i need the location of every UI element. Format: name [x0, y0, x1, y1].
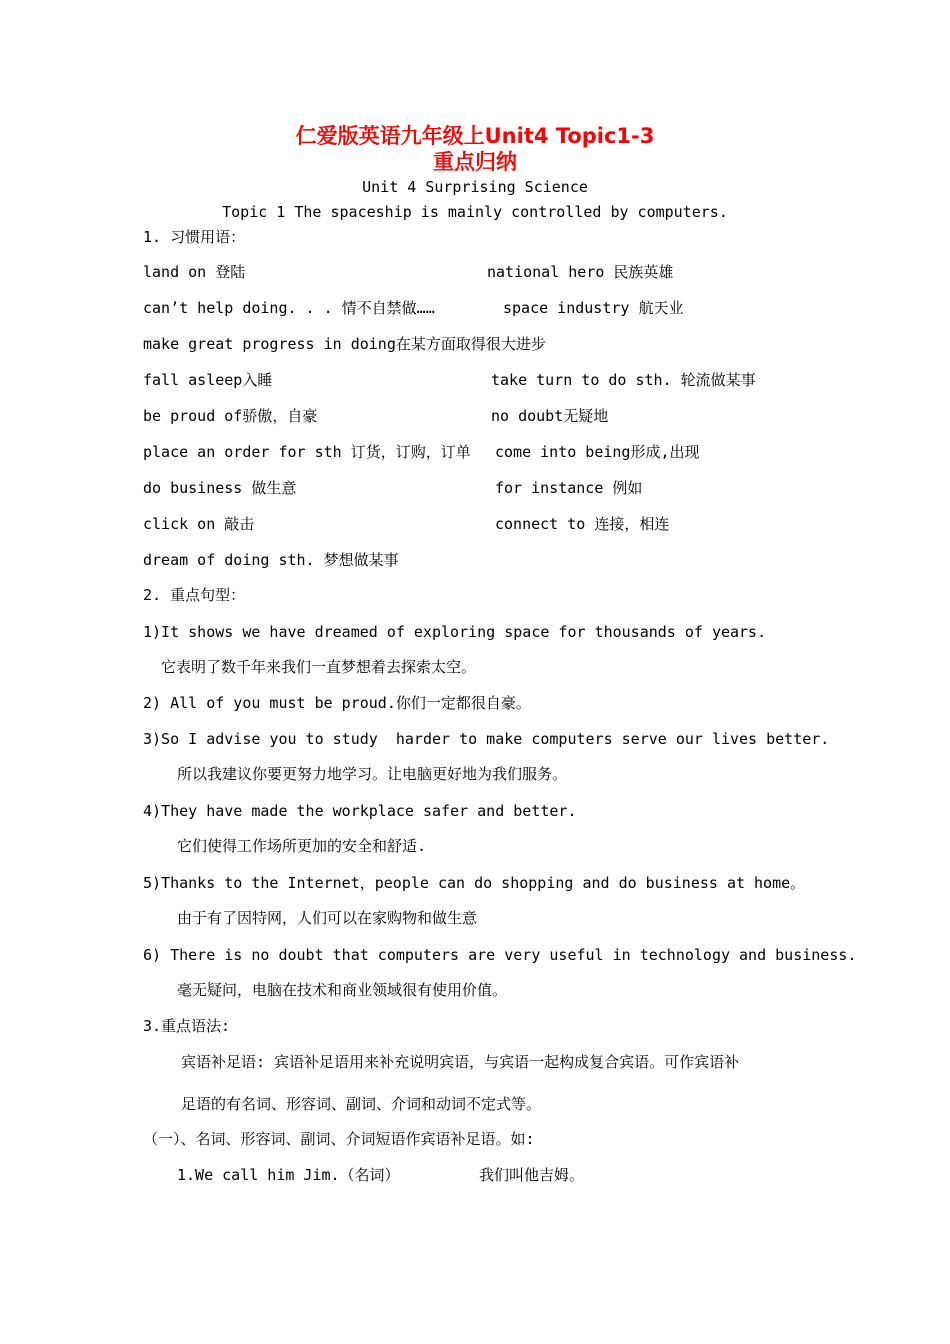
subsection-heading: （一）、名词、形容词、副词、介词短语作宾语补足语。如:: [143, 1130, 535, 1148]
grammar-intro: 宾语补足语: 宾语补足语用来补充说明宾语，与宾语一起构成复合宾语。可作宾语补: [181, 1053, 740, 1071]
phrase-right: national hero 民族英雄: [487, 263, 674, 281]
document-subtitle: 重点归纳: [433, 150, 517, 174]
sentence-english: 4)They have made the workplace safer and better.: [143, 802, 577, 820]
phrase-right: take turn to do sth. 轮流做某事: [491, 371, 756, 389]
phrase-right: space industry 航天业: [503, 299, 684, 317]
unit-heading: Unit 4 Surprising Science: [362, 178, 588, 196]
section-heading-phrases: 1. 习惯用语：: [143, 228, 246, 246]
sentence-english: 3)So I advise you to study harder to make computers serve our lives better.: [143, 730, 830, 748]
section-heading-grammar: 3.重点语法:: [143, 1017, 231, 1035]
sentence-chinese: 它们使得工作场所更加的安全和舒适.: [177, 837, 427, 855]
sentence-chinese: 由于有了因特网，人们可以在家购物和做生意: [177, 909, 478, 927]
phrase-left: click on 敲击: [143, 515, 255, 533]
example-english: 1.We call him Jim.（名词）: [177, 1166, 400, 1184]
phrase-left: fall asleep入睡: [143, 371, 273, 389]
sentence-chinese: 它表明了数千年来我们一直梦想着去探索太空。: [161, 658, 477, 676]
phrase-left: do business 做生意: [143, 479, 297, 497]
example-chinese: 我们叫他吉姆。: [479, 1166, 585, 1184]
phrase-right: for instance 例如: [495, 479, 643, 497]
sentence-english: 5)Thanks to the Internet，people can do shopping and do business at home。: [143, 874, 806, 892]
sentence-english: 1)It shows we have dreamed of exploring space for thousands of years.: [143, 623, 767, 641]
sentence-chinese: 毫无疑问，电脑在技术和商业领域很有使用价值。: [177, 981, 508, 999]
phrase-left: make great progress in doing在某方面取得很大进步: [143, 335, 546, 353]
phrase-left: can’t help doing. . . 情不自禁做……: [143, 299, 435, 317]
phrase-left: place an order for sth 订货，订购，订单: [143, 443, 471, 461]
phrase-right: connect to 连接，相连: [495, 515, 670, 533]
phrase-left: land on 登陆: [143, 263, 246, 281]
phrase-right: no doubt无疑地: [491, 407, 609, 425]
sentence-chinese: 所以我建议你要更努力地学习。让电脑更好地为我们服务。: [177, 765, 568, 783]
phrase-left: be proud of骄傲，自豪: [143, 407, 318, 425]
sentence-english: 2) All of you must be proud.你们一定都很自豪。: [143, 694, 531, 712]
topic-heading: Topic 1 The spaceship is mainly controlled by computers.: [222, 203, 728, 221]
section-heading-sentences: 2. 重点句型：: [143, 586, 246, 604]
grammar-intro-continued: 足语的有名词、形容词、副词、介词和动词不定式等。: [181, 1095, 542, 1113]
document-title: 仁爱版英语九年级上Unit4 Topic1-3: [295, 124, 655, 148]
phrase-right: come into being形成,出现: [495, 443, 700, 461]
phrase-left: dream of doing sth. 梦想做某事: [143, 551, 399, 569]
sentence-english: 6) There is no doubt that computers are very useful in technology and business.: [143, 946, 857, 964]
